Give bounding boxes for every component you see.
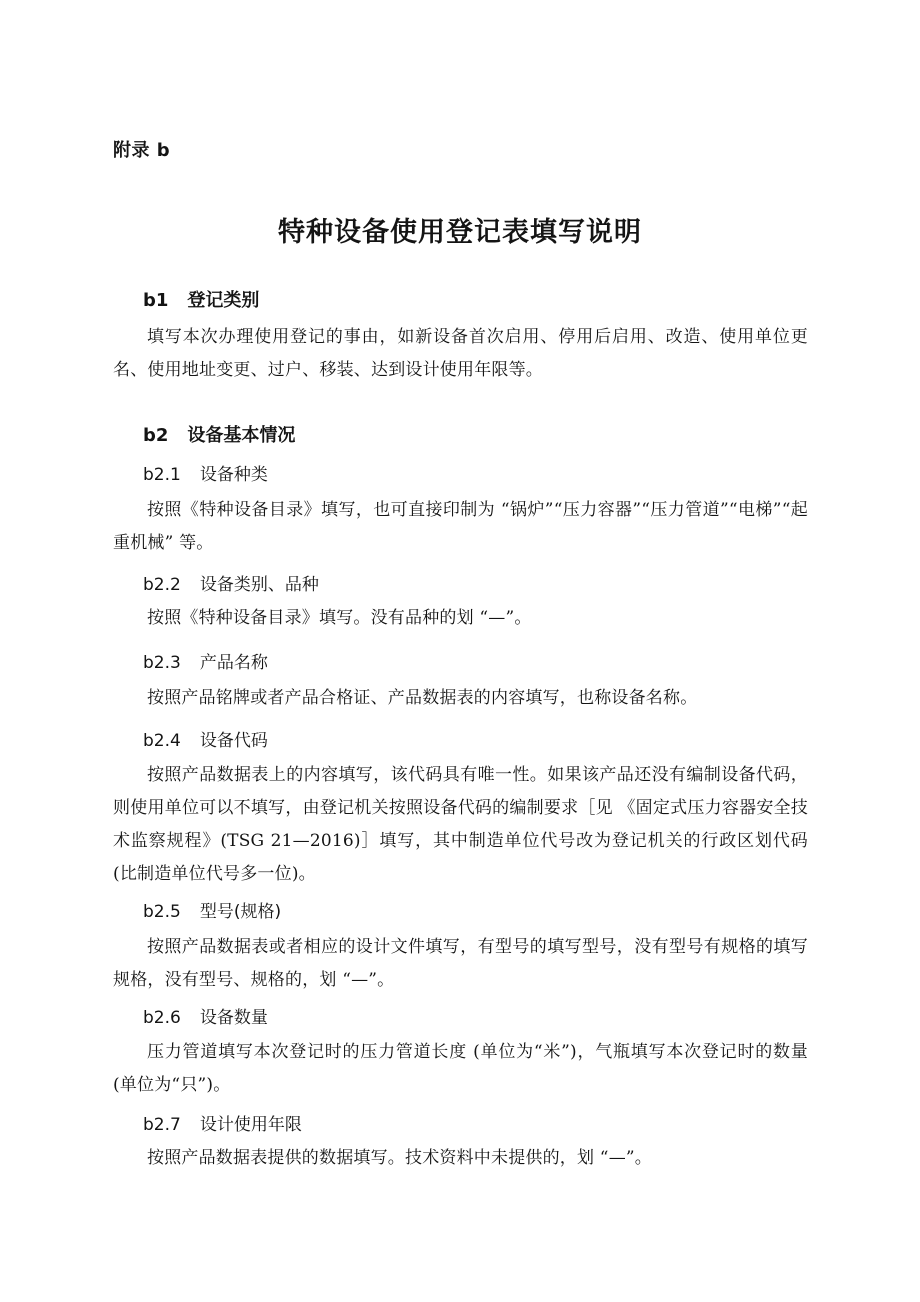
subsection-number: b2.7 bbox=[143, 1115, 181, 1135]
paragraph-b2-2: 按照《特种设备目录》填写。没有品种的划 “—”。 bbox=[147, 608, 532, 628]
subsection-heading-b2-2 bbox=[143, 570, 319, 595]
section-heading-b1 bbox=[143, 286, 259, 312]
subsection-heading-b2-6 bbox=[143, 1003, 268, 1028]
section-number: b2 bbox=[143, 425, 169, 446]
appendix-label: 附录 b bbox=[113, 140, 171, 161]
subsection-heading-text: 产品名称 bbox=[199, 653, 268, 673]
section-number: b1 bbox=[143, 290, 169, 311]
subsection-heading-b2-1 bbox=[143, 460, 268, 485]
subsection-heading-text: 型号(规格) bbox=[199, 902, 282, 922]
subsection-number: b2.3 bbox=[143, 653, 181, 673]
paragraph-b2-3: 按照产品铭牌或者产品合格证、产品数据表的内容填写，也称设备名称。 bbox=[147, 688, 698, 708]
paragraph-b2-5: 按照产品数据表或者相应的设计文件填写，有型号的填写型号，没有型号有规格的填写规格，没有型号、规格的，划 “—”。 bbox=[113, 937, 808, 990]
paragraph-b2-6: 压力管道填写本次登记时的压力管道长度 (单位为“米”)，气瓶填写本次登记时的数量(单位为“只”)。 bbox=[113, 1042, 808, 1095]
subsection-heading-text: 设备数量 bbox=[199, 1008, 268, 1028]
subsection-heading-text: 设备代码 bbox=[199, 731, 268, 751]
paragraph-b2-7: 按照产品数据表提供的数据填写。技术资料中未提供的，划 “—”。 bbox=[147, 1148, 652, 1168]
paragraph-b2-1: 按照《特种设备目录》填写，也可直接印制为 “锅炉”“压力容器”“压力管道”“电梯”“起重机械” 等。 bbox=[113, 500, 808, 553]
section-heading-text: 登记类别 bbox=[187, 290, 260, 311]
subsection-heading-b2-3 bbox=[143, 648, 268, 673]
section-heading-b2 bbox=[143, 421, 295, 447]
subsection-number: b2.6 bbox=[143, 1008, 181, 1028]
subsection-heading-text: 设备种类 bbox=[199, 465, 268, 485]
subsection-heading-b2-5 bbox=[143, 897, 281, 922]
paragraph-b1: 填写本次办理使用登记的事由，如新设备首次启用、停用后启用、改造、使用单位更名、使用地址变更、过户、移装、达到设计使用年限等。 bbox=[113, 327, 808, 380]
paragraph-b2-4: 按照产品数据表上的内容填写，该代码具有唯一性。如果该产品还没有编制设备代码，则使用单位可以不填写，由登记机关按照设备代码的编制要求［见 《固定式压力容器安全技术监察规程》(TSG 21—2016)］填写，其中制造单位代号改为登记机关的行政区划代码(比制造单位代号多一位)。 bbox=[113, 765, 808, 884]
subsection-number: b2.5 bbox=[143, 902, 181, 922]
subsection-heading-b2-4 bbox=[143, 726, 268, 751]
subsection-heading-text: 设计使用年限 bbox=[199, 1115, 302, 1135]
subsection-number: b2.2 bbox=[143, 575, 181, 595]
subsection-number: b2.4 bbox=[143, 731, 181, 751]
subsection-number: b2.1 bbox=[143, 465, 181, 485]
section-heading-text: 设备基本情况 bbox=[187, 425, 296, 446]
subsection-heading-text: 设备类别、品种 bbox=[199, 575, 319, 595]
subsection-heading-b2-7 bbox=[143, 1110, 302, 1135]
document-title: 特种设备使用登记表填写说明 bbox=[278, 217, 642, 248]
